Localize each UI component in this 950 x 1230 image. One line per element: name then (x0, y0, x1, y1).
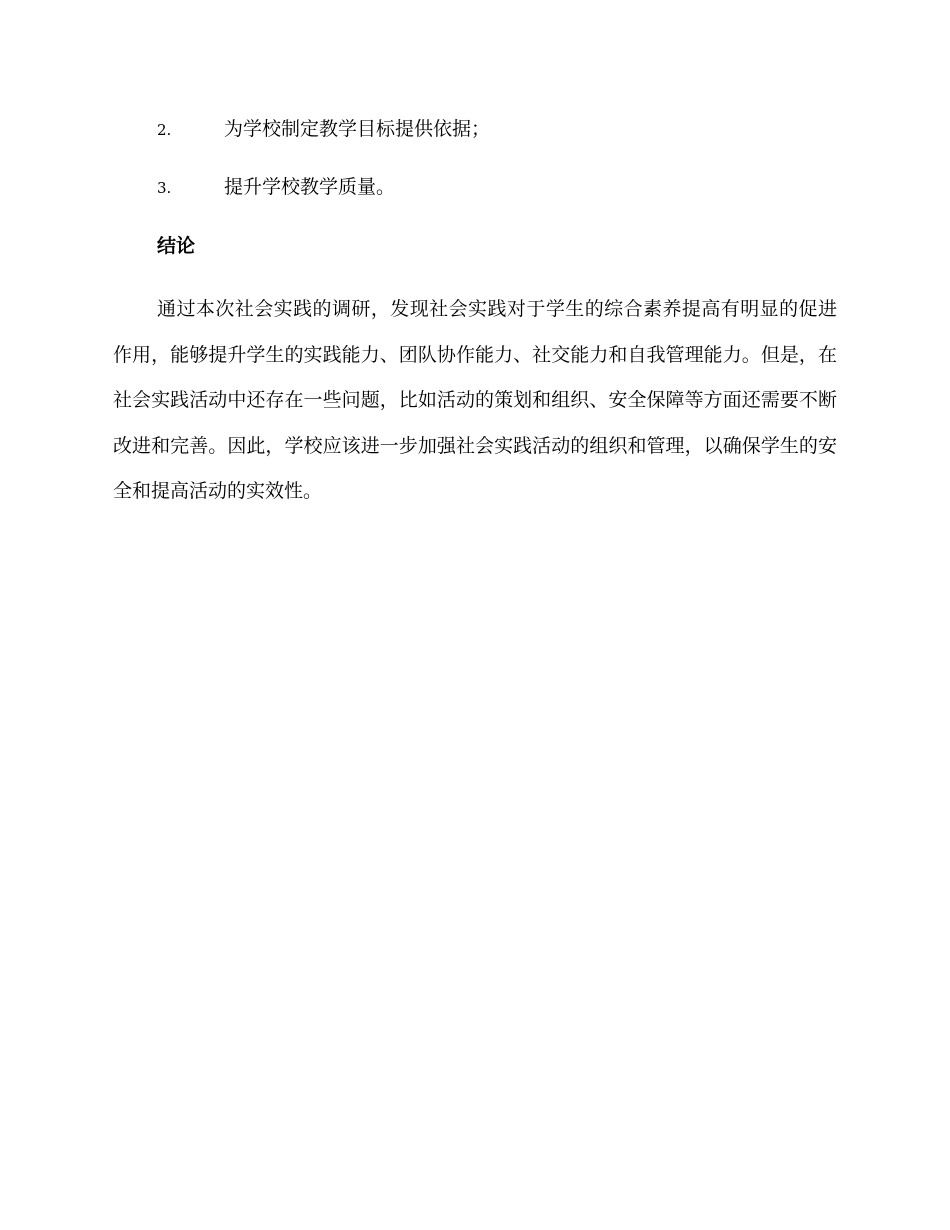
list-item (157, 172, 837, 230)
numbered-list (157, 114, 837, 230)
conclusion-paragraph: 通过本次社会实践的调研，发现社会实践对于学生的综合素养提高有明显的促进作用，能够提升学生的实践能力、团队协作能力、社交能力和自我管理能力。但是，在社会实践活动中还存在一些问题，比如活动的策划和组织、安全保障等方面还需要不断改进和完善。因此，学校应该进一步加强社会实践活动的组织和管理，以确保学生的安全和提高活动的实效性。 (113, 298, 837, 502)
list-item-text: 提升学校教学质量。 (224, 176, 396, 198)
list-item-text: 为学校制定教学目标提供依据； (224, 118, 491, 140)
section-heading-conclusion: 结论 (157, 235, 196, 257)
list-item (157, 114, 837, 172)
list-item-number: 3. (157, 179, 172, 197)
list-item-number: 2. (157, 121, 172, 139)
